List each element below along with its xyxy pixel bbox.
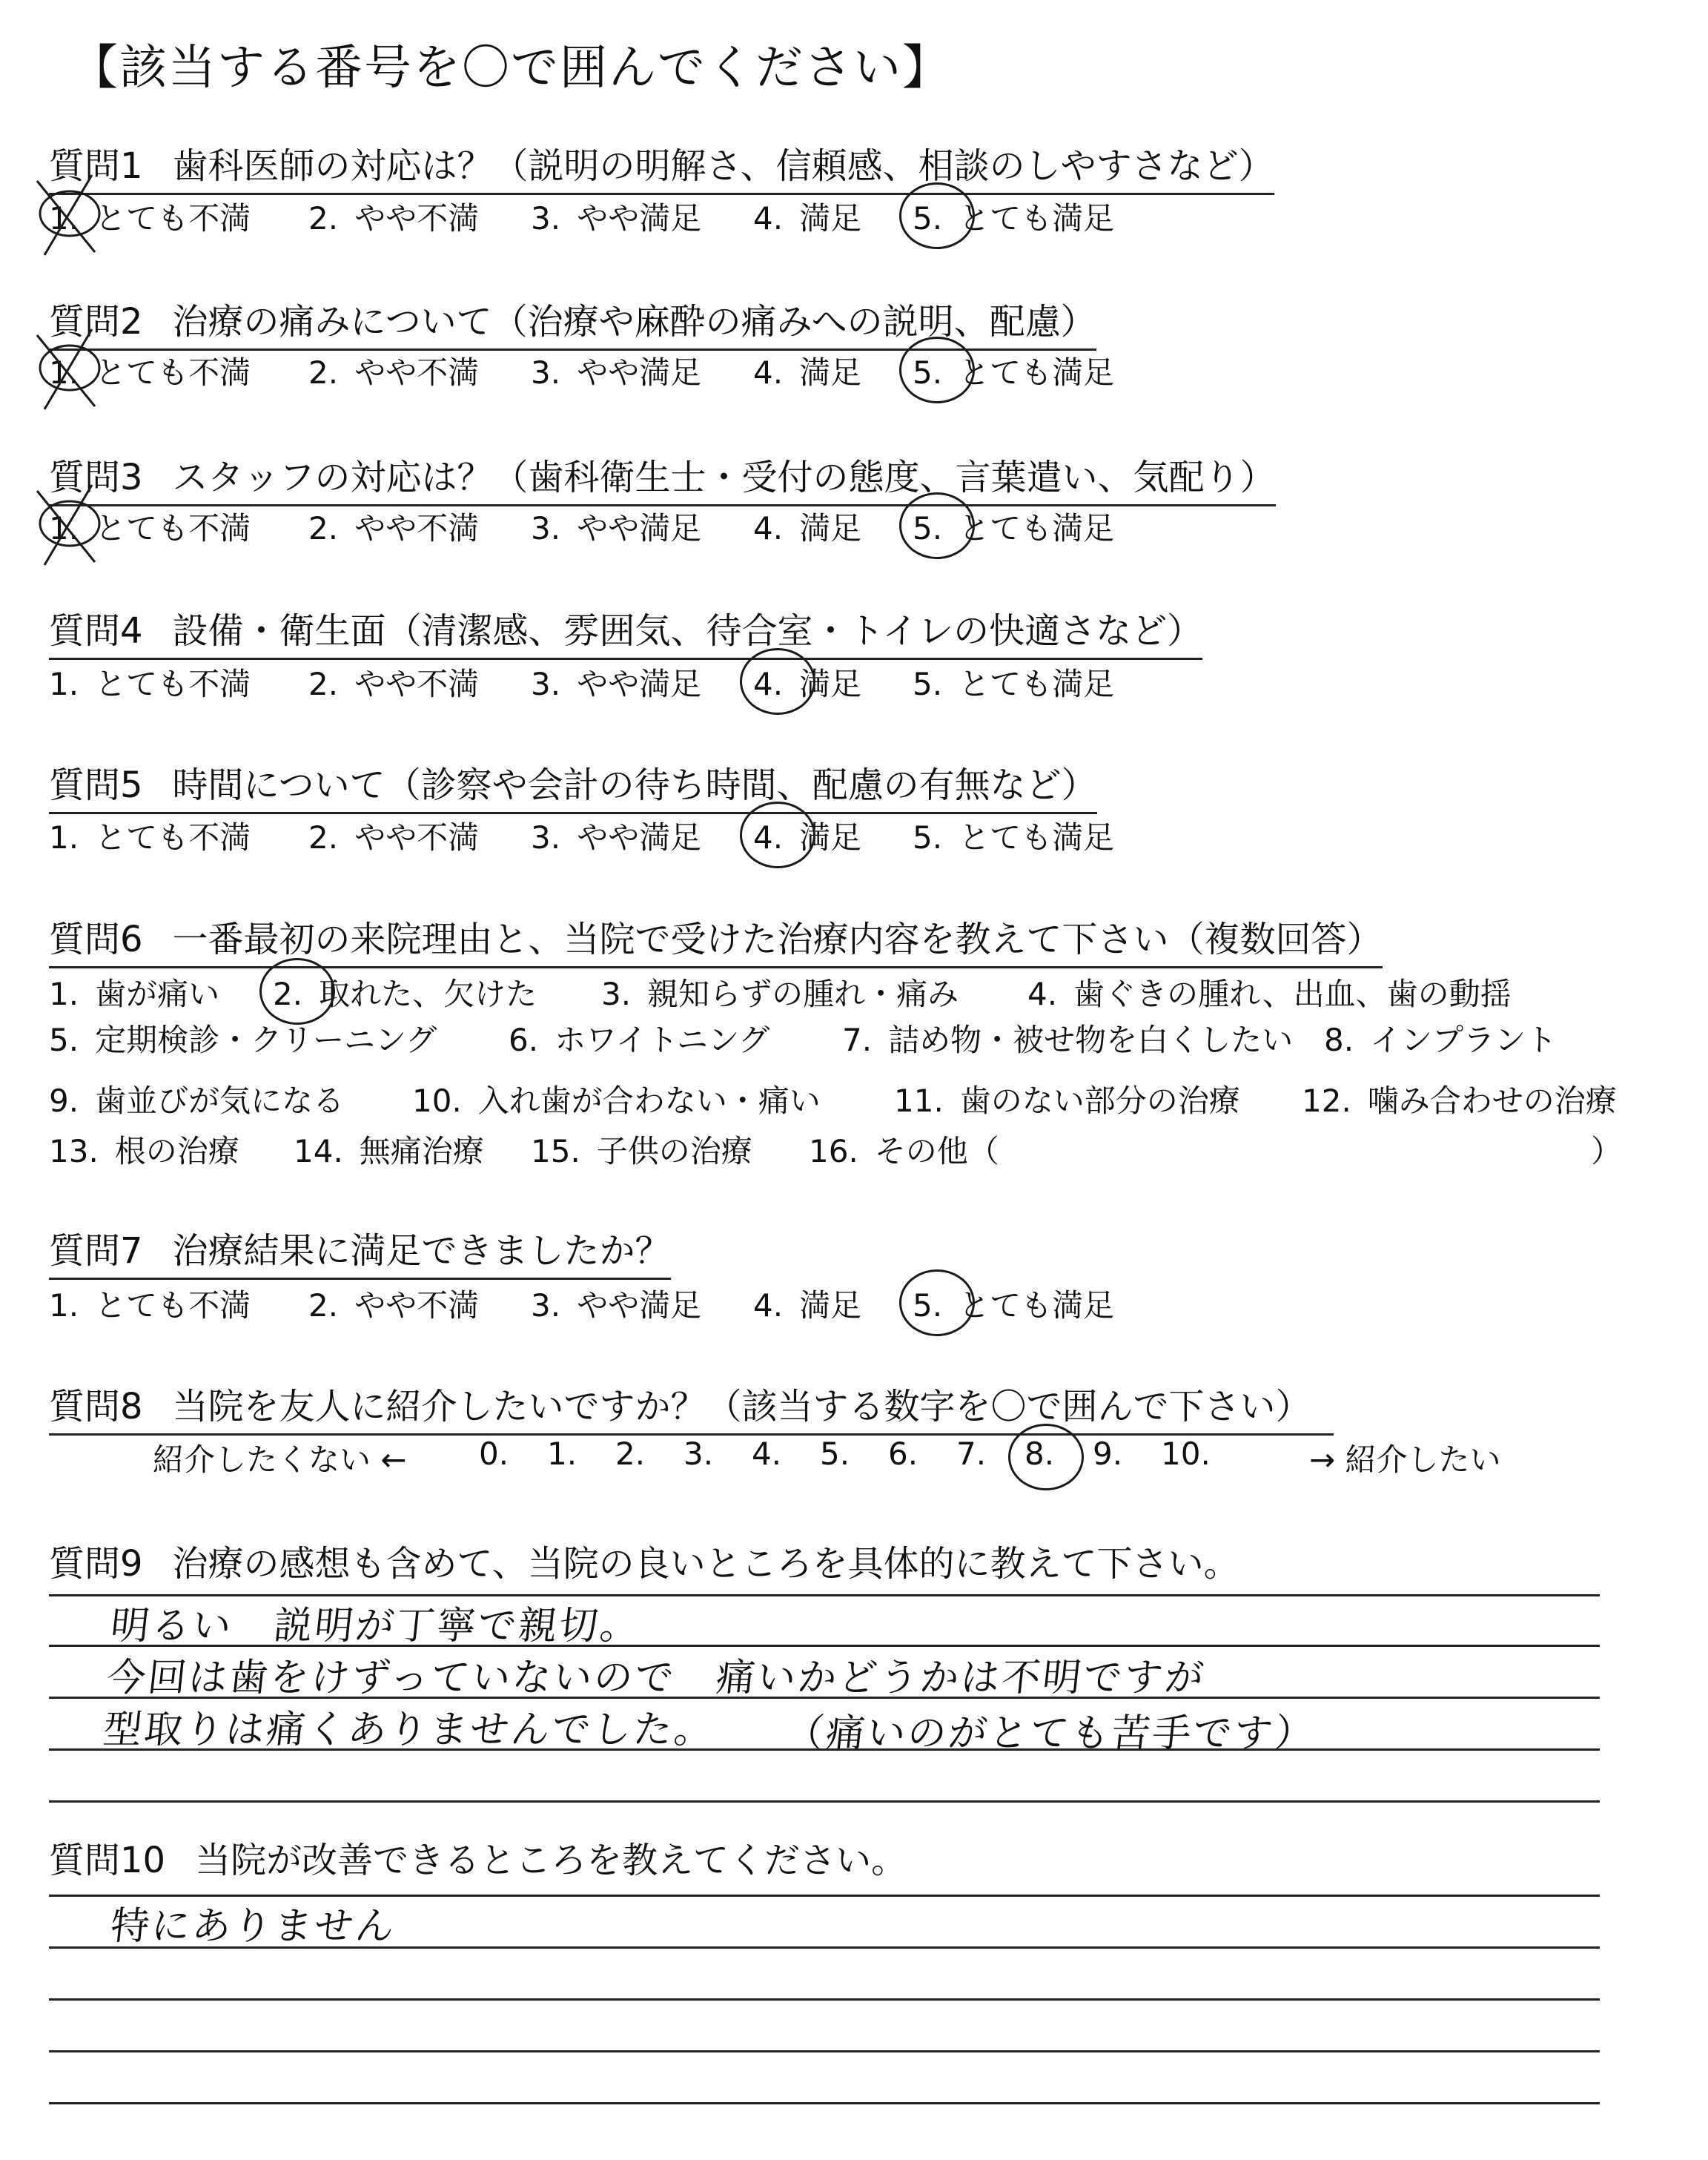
q9-answer-line-2: 今回は歯をけずっていないので 痛いかどうかは不明ですが — [105, 1656, 1208, 1700]
q6-option[interactable]: 2. 取れた、欠けた — [273, 970, 537, 1014]
option-2[interactable]: 2. やや不満 — [308, 200, 480, 237]
option-5[interactable]: 5. とても満足 — [913, 1281, 1114, 1326]
q3-title — [49, 449, 1276, 506]
scale-option[interactable]: 4. — [752, 1436, 782, 1472]
q10-number: 質問10 — [49, 1840, 166, 1881]
page-header: 【該当する番号を〇で囲んでください】 — [70, 41, 951, 96]
q7-number: 質問7 — [49, 1230, 143, 1272]
option-1[interactable]: 1. とても不満 — [49, 504, 251, 549]
option-2[interactable]: 2. やや不満 — [308, 354, 480, 391]
option-2[interactable]: 2. やや不満 — [308, 666, 480, 702]
q5-number: 質問5 — [49, 764, 143, 806]
q1-text: 歯科医師の対応は？（説明の明解さ、信頼感、相談のしやすさなど） — [172, 145, 1274, 187]
q4-text: 設備・衛生面（清潔感、雰囲気、待合室・トイレの快適さなど） — [172, 610, 1203, 652]
q6-option[interactable]: 16. その他（ — [809, 1133, 999, 1169]
scale-option[interactable]: 9. — [1093, 1436, 1123, 1472]
option-3[interactable]: 3. やや満足 — [531, 819, 702, 856]
q6-title — [49, 911, 1383, 968]
q6-option[interactable]: 8. インプラント — [1324, 1022, 1558, 1058]
answer-line — [49, 1800, 1600, 1803]
option-5[interactable]: 5. とても満足 — [913, 504, 1114, 549]
q4-number: 質問4 — [49, 610, 143, 652]
q6-option[interactable]: 13. 根の治療 — [49, 1133, 239, 1169]
q3-text: スタッフの対応は？（歯科衛生士・受付の態度、言葉遣い、気配り） — [172, 457, 1276, 498]
scale-option[interactable]: 5. — [820, 1436, 850, 1472]
q6-option[interactable]: 7. 詰め物・被せ物を白くしたい — [842, 1022, 1294, 1058]
q7-text: 治療結果に満足できましたか？ — [172, 1230, 671, 1272]
q8-left-label: 紹介したくない ← — [153, 1441, 407, 1478]
option-4[interactable]: 4. 満足 — [753, 1287, 862, 1324]
q10-text: 当院が改善できるところを教えてください。 — [195, 1840, 907, 1881]
option-3[interactable]: 3. やや満足 — [531, 1287, 702, 1324]
q6-option[interactable]: 3. 親知らずの腫れ・痛み — [601, 976, 959, 1012]
option-4[interactable]: 4. 満足 — [753, 813, 861, 858]
q9-answer-note: （痛いのがとても苦手です） — [783, 1711, 1318, 1756]
q2-title — [49, 293, 1096, 351]
q2-text: 治療の痛みについて（治療や麻酔の痛みへの説明、配慮） — [172, 301, 1096, 343]
option-5[interactable]: 5. とても満足 — [913, 349, 1114, 393]
q2-number: 質問2 — [49, 301, 143, 343]
q6-option[interactable]: 1. 歯が痛い — [49, 976, 220, 1012]
q1-title — [49, 137, 1274, 195]
q6-option[interactable]: 10. 入れ歯が合わない・痛い — [412, 1083, 821, 1119]
q10-answer: 特にありません — [108, 1904, 399, 1949]
q4-title — [49, 602, 1202, 660]
q6-option[interactable]: 5. 定期検診・クリーニング — [49, 1022, 437, 1058]
q9-number: 質問9 — [49, 1543, 143, 1585]
q6-option[interactable]: 9. 歯並びが気になる — [49, 1083, 345, 1119]
q6-text: 一番最初の来院理由と、当院で受けた治療内容を教えて下さい（複数回答） — [172, 919, 1383, 960]
option-4[interactable]: 4. 満足 — [753, 660, 861, 704]
q7-title — [49, 1222, 671, 1280]
option-4[interactable]: 4. 満足 — [753, 354, 862, 391]
option-1[interactable]: 1. とても不満 — [49, 349, 251, 393]
q3-number: 質問3 — [49, 457, 143, 498]
q8-text: 当院を友人に紹介したいですか？（該当する数字を〇で囲んで下さい） — [172, 1386, 1311, 1427]
q6-other-close: ） — [1591, 1133, 1623, 1169]
answer-line — [49, 1998, 1600, 2001]
q9-answer-line-3: 型取りは痛くありませんでした。 — [101, 1708, 718, 1752]
scale-option[interactable]: 10. — [1161, 1436, 1211, 1472]
option-3[interactable]: 3. やや満足 — [531, 354, 702, 391]
q8-number: 質問8 — [49, 1386, 143, 1427]
option-3[interactable]: 3. やや満足 — [531, 200, 702, 237]
scale-option[interactable]: 3. — [683, 1436, 714, 1472]
q10-title — [49, 1832, 907, 1887]
q6-option[interactable]: 14. 無痛治療 — [294, 1133, 484, 1169]
scale-option[interactable]: 7. — [956, 1436, 987, 1472]
option-3[interactable]: 3. やや満足 — [531, 510, 702, 546]
scale-option[interactable]: 6. — [888, 1436, 918, 1472]
option-2[interactable]: 2. やや不満 — [308, 1287, 480, 1324]
answer-line — [49, 2102, 1600, 2104]
q6-option[interactable]: 4. 歯ぐきの腫れ、出血、歯の動揺 — [1027, 976, 1512, 1012]
answer-line — [49, 2050, 1600, 2052]
scale-option[interactable]: 0. — [479, 1436, 509, 1472]
q8-right-label: → 紹介したい — [1309, 1441, 1501, 1478]
q5-title — [49, 756, 1097, 814]
option-1[interactable]: 1. とても不満 — [49, 666, 251, 702]
option-5[interactable]: 5. とても満足 — [913, 194, 1114, 239]
option-3[interactable]: 3. やや満足 — [531, 666, 702, 702]
q6-number: 質問6 — [49, 919, 143, 960]
option-1[interactable]: 1. とても不満 — [49, 819, 251, 856]
q6-option[interactable]: 11. 歯のない部分の治療 — [894, 1083, 1240, 1119]
option-4[interactable]: 4. 満足 — [753, 200, 862, 237]
q1-number: 質問1 — [49, 145, 143, 187]
scale-option[interactable]: 1. — [547, 1436, 577, 1472]
option-1[interactable]: 1. とても不満 — [49, 194, 251, 239]
option-2[interactable]: 2. やや不満 — [308, 510, 480, 546]
scale-option[interactable]: 8. — [1025, 1436, 1054, 1472]
q9-answer-line-1: 明るい 説明が丁寧で親切。 — [108, 1604, 643, 1648]
q9-title — [49, 1535, 1239, 1591]
q6-option[interactable]: 6. ホワイトニング — [509, 1022, 770, 1058]
scale-option[interactable]: 2. — [615, 1436, 646, 1472]
option-4[interactable]: 4. 満足 — [753, 510, 862, 546]
q8-title — [49, 1378, 1334, 1436]
option-1[interactable]: 1. とても不満 — [49, 1287, 251, 1324]
option-5[interactable]: 5. とても満足 — [913, 819, 1115, 856]
q6-option[interactable]: 15. 子供の治療 — [531, 1133, 752, 1169]
q5-text: 時間について（診察や会計の待ち時間、配慮の有無など） — [172, 764, 1097, 806]
option-5[interactable]: 5. とても満足 — [913, 666, 1115, 702]
q9-text: 治療の感想も含めて、当院の良いところを具体的に教えて下さい。 — [172, 1543, 1239, 1585]
q6-option[interactable]: 12. 噛み合わせの治療 — [1302, 1083, 1617, 1119]
option-2[interactable]: 2. やや不満 — [308, 819, 480, 856]
